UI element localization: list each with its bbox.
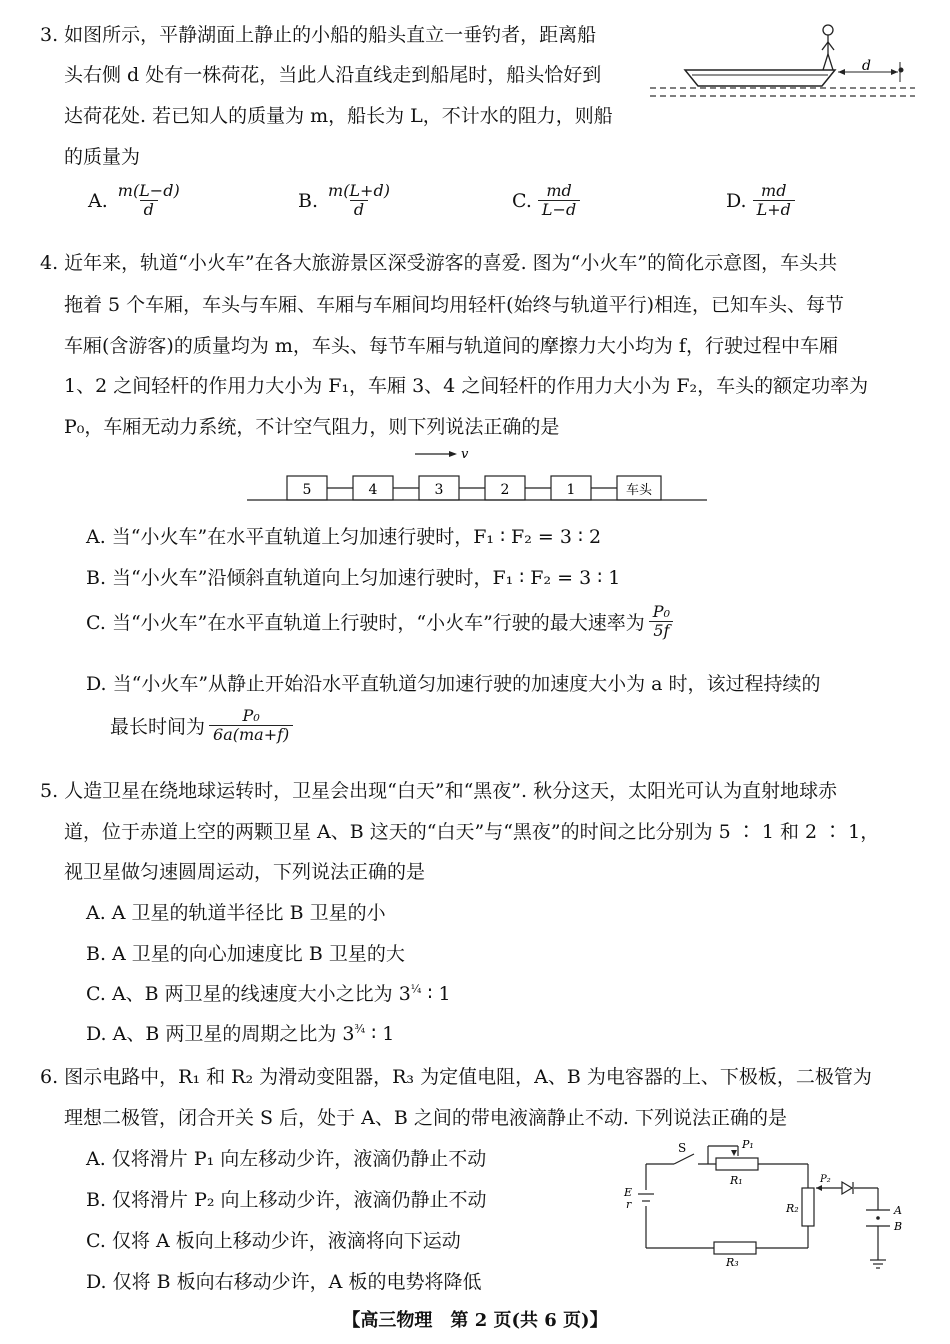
option-label: B. <box>298 189 319 212</box>
fraction-numerator: md <box>546 181 572 200</box>
fraction-numerator: m(L+d) <box>328 181 390 200</box>
train-car-1 <box>551 476 591 500</box>
q3-option-d[interactable] <box>726 182 799 219</box>
q5-option-d[interactable] <box>86 1019 394 1046</box>
option-text: D. A、B 两卫星的周期之比为 3 <box>86 1023 355 1045</box>
q4-velocity-label: v <box>461 447 469 462</box>
page-footer: 【高三物理 第 2 页(共 6 页)】 <box>342 1310 608 1331</box>
q6-option-a[interactable]: A. 仅将滑片 P₁ 向左移动少许，液滴仍静止不动 <box>86 1148 487 1170</box>
option-text: C. 当“小火车”在水平直轨道上行驶时，“小火车”行驶的最大速率为 <box>86 612 645 634</box>
option-label: A. <box>88 189 108 212</box>
q4-line-5: P₀，车厢无动力系统，不计空气阻力，则下列说法正确的是 <box>64 416 560 438</box>
q3-line-1: 3. 如图所示，平静湖面上静止的小船的船头直立一垂钓者，距离船 <box>40 24 597 46</box>
q4-line-1: 4. 近年来，轨道“小火车”在各大旅游景区深受游客的喜爱. 图为“小火车”的简化示意图，车头共 <box>40 252 838 274</box>
fraction-denominator: d <box>140 200 158 219</box>
train-car-4 <box>353 476 393 500</box>
train-car-2 <box>485 476 525 500</box>
q4-option-d[interactable]: D. 当“小火车”从静止开始沿水平直轨道匀加速行驶的加速度大小为 a 时，该过程持续的 <box>86 673 821 695</box>
q3-line-4: 的质量为 <box>64 146 141 168</box>
q6-option-b[interactable]: B. 仅将滑片 P₂ 向上移动少许，液滴仍静止不动 <box>86 1189 487 1211</box>
q4-option-c[interactable] <box>86 603 678 640</box>
svg-text:4: 4 <box>368 482 378 498</box>
fraction-denominator: d <box>350 200 368 219</box>
p1-label: P₁ <box>742 1138 754 1151</box>
fraction-numerator: P₀ <box>652 602 670 621</box>
internal-resistance-label: r <box>626 1198 632 1211</box>
q4-option-b[interactable]: B. 当“小火车”沿倾斜直轨道向上匀加速行驶时，F₁ ∶ F₂ = 3 ∶ 1 <box>86 567 621 589</box>
switch-label: S <box>678 1141 687 1155</box>
q4-line-2: 拖着 5 个车厢，车头与车厢、车厢与车厢间均用轻杆(始终与轨道平行)相连，已知车头、每节 <box>64 294 844 316</box>
fraction-denominator: 5f <box>649 621 673 640</box>
q3-boat-diagram <box>650 18 920 108</box>
q3-option-c[interactable] <box>512 182 584 219</box>
q4-line-3: 车厢(含游客)的质量均为 m，车头、每节车厢与轨道间的摩擦力大小均为 f，行驶过程中车厢 <box>64 335 838 357</box>
q6-line-2: 理想二极管，闭合开关 S 后，处于 A、B 之间的带电液滴静止不动. 下列说法正确的是 <box>64 1107 787 1129</box>
q3-d-label: d <box>862 58 871 74</box>
q6-option-d[interactable]: D. 仅将 B 板向右移动少许，A 板的电势将降低 <box>86 1271 482 1293</box>
fraction-numerator: m(L−d) <box>117 181 180 200</box>
svg-text:3: 3 <box>434 482 444 498</box>
q4-line-4: 1、2 之间轻杆的作用力大小为 F₁，车厢 3、4 之间轻杆的作用力大小为 F₂，车头的额定功率为 <box>64 375 869 397</box>
q5-line-3: 视卫星做匀速圆周运动，下列说法正确的是 <box>64 861 426 883</box>
q6-circuit-diagram <box>616 1138 916 1278</box>
option-text: 最长时间为 <box>110 716 206 738</box>
option-text: C. A、B 两卫星的线速度大小之比为 3 <box>86 983 411 1005</box>
q3-line-3: 达荷花处. 若已知人的质量为 m，船长为 L，不计水的阻力，则船 <box>64 105 613 127</box>
q4-train-diagram <box>245 442 715 506</box>
train-car-5 <box>287 476 327 500</box>
option-text: ∶ 1 <box>365 1023 395 1045</box>
plate-a-label: A <box>894 1204 902 1217</box>
exponent: ¾ <box>354 1022 366 1036</box>
q4-option-d-continued <box>110 707 297 744</box>
q3-line-2: 头右侧 d 处有一株荷花，当此人沿直线走到船尾时，船头恰好到 <box>64 64 602 86</box>
emf-label: E <box>624 1186 633 1199</box>
q3-option-b[interactable] <box>298 182 398 219</box>
fraction-denominator: L+d <box>753 200 795 219</box>
fraction-denominator: 6a(ma+f) <box>209 725 293 744</box>
q6-line-1: 6. 图示电路中，R₁ 和 R₂ 为滑动变阻器，R₃ 为定值电阻，A、B 为电容器的上、下极板，二极管为 <box>40 1066 872 1088</box>
q6-option-c[interactable]: C. 仅将 A 板向上移动少许，液滴将向下运动 <box>86 1230 461 1252</box>
r2-label: R₂ <box>786 1202 799 1215</box>
plate-b-label: B <box>894 1220 903 1233</box>
q5-option-a[interactable]: A. A 卫星的轨道半径比 B 卫星的小 <box>86 902 386 924</box>
q5-line-2: 道，位于赤道上空的两颗卫星 A、B 这天的“白天”与“黑夜”的时间之比分别为 5 ∶ 1 和 2 ∶ 1， <box>64 821 880 843</box>
q5-option-c[interactable] <box>86 979 451 1006</box>
q4-option-a[interactable]: A. 当“小火车”在水平直轨道上匀加速行驶时，F₁ ∶ F₂ = 3 ∶ 2 <box>86 526 602 548</box>
q5-option-b[interactable]: B. A 卫星的向心加速度比 B 卫星的大 <box>86 943 405 965</box>
r1-label: R₁ <box>730 1174 743 1187</box>
svg-text:5: 5 <box>302 482 312 498</box>
option-label: C. <box>512 189 532 212</box>
q5-line-1: 5. 人造卫星在绕地球运转时，卫星会出现“白天”和“黑夜”. 秋分这天，太阳光可认为直射地球赤 <box>40 780 838 802</box>
option-label: D. <box>726 189 747 212</box>
fraction-numerator: md <box>761 181 787 200</box>
fraction-numerator: P₀ <box>242 706 260 725</box>
option-text: ∶ 1 <box>421 983 451 1005</box>
svg-text:车头: 车头 <box>625 483 653 498</box>
fraction-denominator: L−d <box>538 200 580 219</box>
p2-label: P₂ <box>820 1174 831 1185</box>
svg-text:1: 1 <box>566 482 576 498</box>
train-car-3 <box>419 476 459 500</box>
svg-text:2: 2 <box>500 482 510 498</box>
r3-label: R₃ <box>726 1256 739 1269</box>
q3-option-a[interactable] <box>88 182 188 219</box>
exponent: ¼ <box>410 982 422 996</box>
train-locomotive <box>617 476 661 500</box>
